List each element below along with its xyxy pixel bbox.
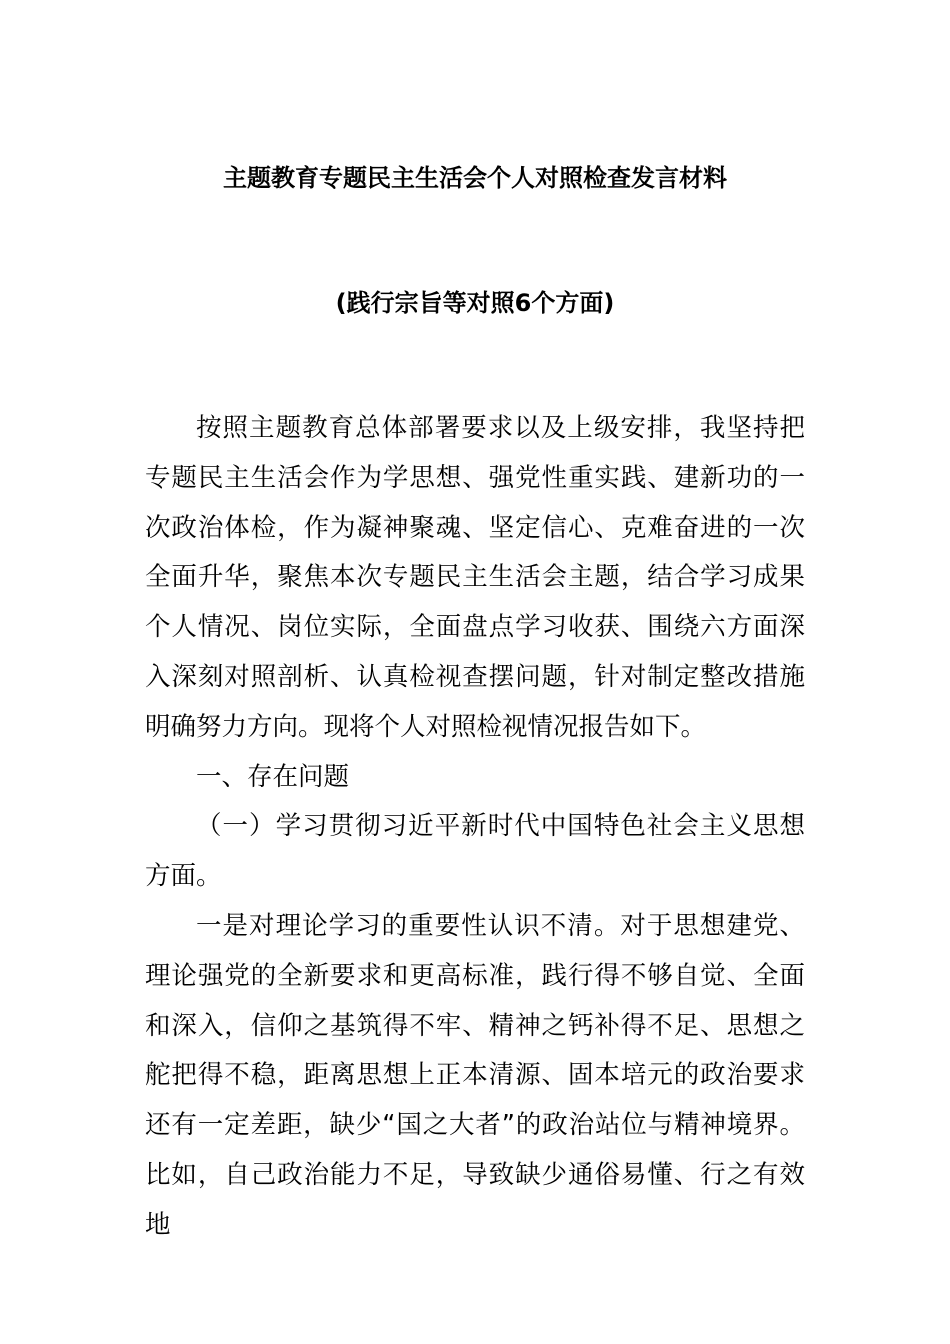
problem-paragraph-1: 一是对理论学习的重要性认识不清。对于思想建党、理论强党的全新要求和更高标准，践行得不够自觉、全面和深入，信仰之基筑得不牢、精神之钙补得不足、思想之舵把得不稳，距离思想上正本清源、固本培元的政治要求还有一定差距，缺少“国之大者”的政治站位与精神境界。比如，自己政治能力不足，导致缺少通俗易懂、行之有效地	[145, 910, 805, 1240]
subsection-heading-theory: （一）学习贯彻习近平新时代中国特色社会主义思想方面。	[145, 811, 805, 892]
document-body	[145, 404, 805, 1251]
document-subtitle: (践行宗旨等对照6个方面)	[335, 289, 615, 317]
intro-paragraph: 按照主题教育总体部署要求以及上级安排，我坚持把专题民主生活会作为学思想、强党性重实践、建新功的一次政治体检，作为凝神聚魂、坚定信心、克难奋进的一次全面升华，聚焦本次专题民主生活会主题，结合学习成果个人情况、岗位实际，全面盘点学习收获、围绕六方面深入深刻对照剖析、认真检视查摆问题，针对制定整改措施明确努力方向。现将个人对照检视情况报告如下。	[145, 413, 805, 742]
section-heading-problems: 一、存在问题	[196, 761, 350, 792]
document-title: 主题教育专题民主生活会个人对照检查发言材料	[223, 164, 727, 192]
